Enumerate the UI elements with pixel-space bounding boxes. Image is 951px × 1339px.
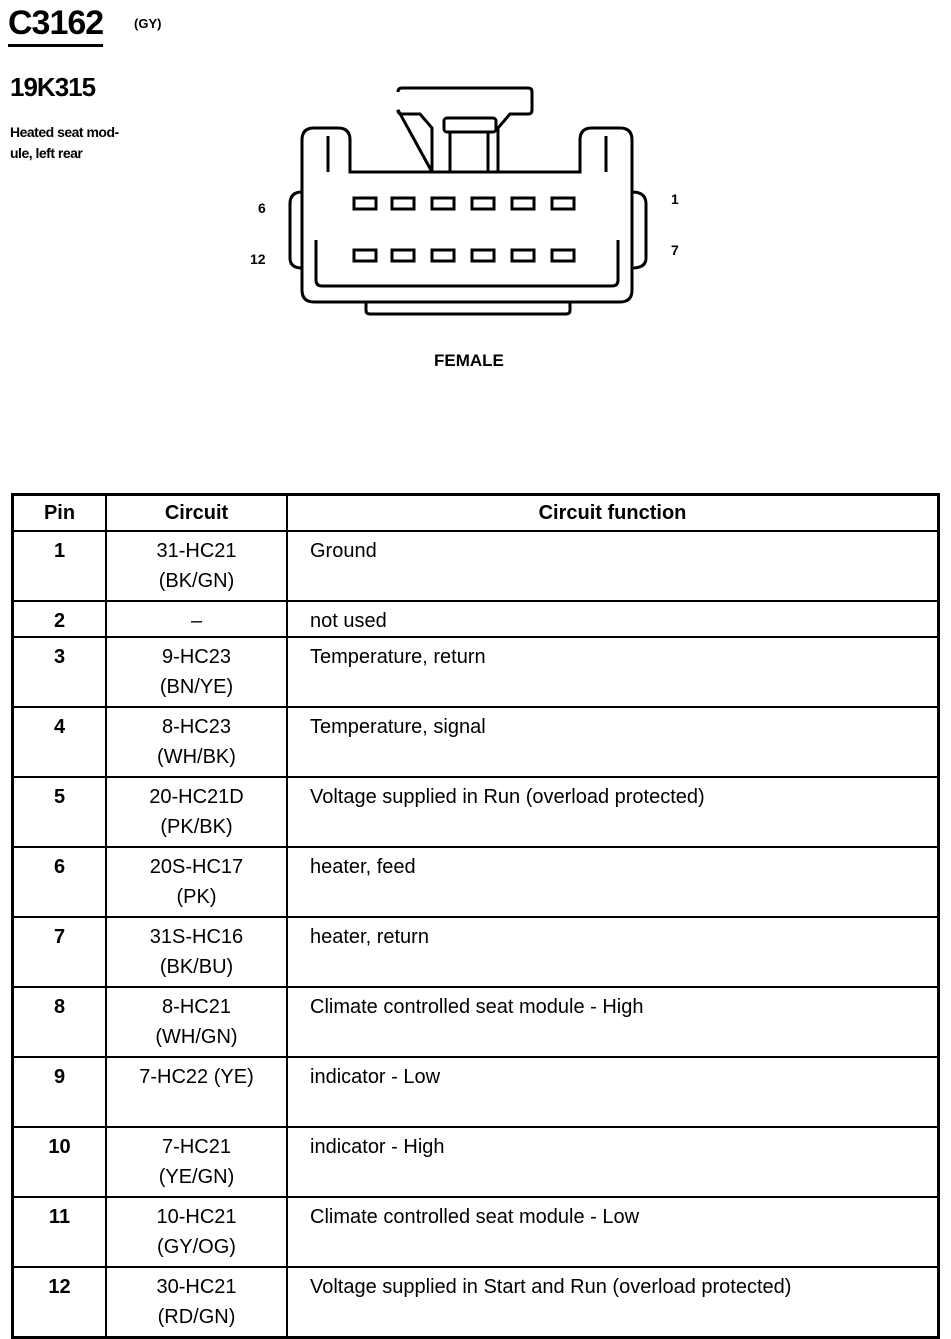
pin-label-12: 12: [250, 251, 266, 267]
circuit-cell: [106, 987, 287, 1057]
wire-color: (PK/BK): [160, 816, 233, 838]
header-circuit: Circuit: [106, 495, 287, 532]
circuit-id: –: [190, 610, 203, 632]
table-row: [13, 707, 939, 777]
table-row: [13, 637, 939, 707]
circuit-id: 8-HC21: [162, 996, 231, 1018]
circuit-function: not used: [287, 601, 939, 637]
circuit-function: heater, feed: [287, 847, 939, 917]
connector-color-code: (GY): [134, 16, 162, 31]
wire-color: (WH/BK): [157, 746, 236, 768]
circuit-id: 7-HC21: [162, 1136, 231, 1158]
circuit-id: 10-HC21: [156, 1206, 237, 1228]
table-row: [13, 847, 939, 917]
table-row: [13, 1127, 939, 1197]
circuit-function: Ground: [287, 531, 939, 601]
header-pin: Pin: [13, 495, 107, 532]
pin-number: 7: [13, 917, 107, 987]
circuit-cell: [106, 917, 287, 987]
circuit-function: Voltage supplied in Start and Run (overload protected): [287, 1267, 939, 1338]
pin-number: 12: [13, 1267, 107, 1338]
wire-color: (BK/GN): [158, 570, 235, 592]
table-row: [13, 1197, 939, 1267]
table-row: [13, 987, 939, 1057]
component-description: Heated seat mod- ule, left rear: [10, 124, 119, 161]
pin-number: 10: [13, 1127, 107, 1197]
table-row: [13, 1267, 939, 1338]
circuit-id: 7-HC22 (YE): [139, 1066, 254, 1088]
circuit-cell: [106, 1197, 287, 1267]
pinout-table: [11, 493, 940, 1339]
connector-id: C3162: [8, 4, 103, 47]
wire-color: (YE/GN): [158, 1166, 235, 1188]
circuit-id: 9-HC23: [162, 646, 231, 668]
circuit-cell: [106, 601, 287, 637]
connector-gender: FEMALE: [434, 351, 504, 370]
wire-color: (WH/GN): [155, 1026, 238, 1048]
circuit-function: indicator - Low: [287, 1057, 939, 1127]
wire-color: (BK/BU): [159, 956, 234, 978]
wire-color: (GY/OG): [157, 1236, 236, 1258]
circuit-function: Climate controlled seat module - High: [287, 987, 939, 1057]
wire-color: (BN/YE): [159, 676, 234, 698]
circuit-function: Climate controlled seat module - Low: [287, 1197, 939, 1267]
table-header-row: [13, 495, 939, 532]
circuit-function: Voltage supplied in Run (overload protected): [287, 777, 939, 847]
circuit-id: 8-HC23: [162, 716, 231, 738]
circuit-cell: [106, 777, 287, 847]
table-row: [13, 601, 939, 637]
table-row: [13, 777, 939, 847]
circuit-id: 31S-HC16: [149, 926, 244, 948]
wire-color: (PK): [176, 886, 217, 908]
circuit-cell: [106, 1267, 287, 1338]
circuit-function: Temperature, return: [287, 637, 939, 707]
circuit-id: 30-HC21: [156, 1276, 237, 1298]
circuit-cell: [106, 531, 287, 601]
pin-number: 8: [13, 987, 107, 1057]
connector-face-diagram: [280, 80, 660, 320]
pin-label-6: 6: [258, 200, 266, 216]
circuit-function: Temperature, signal: [287, 707, 939, 777]
pin-number: 3: [13, 637, 107, 707]
table-row: [13, 1057, 939, 1127]
circuit-cell: [106, 707, 287, 777]
circuit-cell: [106, 1057, 287, 1127]
circuit-function: heater, return: [287, 917, 939, 987]
pin-number: 9: [13, 1057, 107, 1127]
pin-number: 11: [13, 1197, 107, 1267]
wire-color: (RD/GN): [157, 1306, 236, 1328]
pin-number: 1: [13, 531, 107, 601]
pin-label-1: 1: [671, 191, 679, 207]
circuit-cell: [106, 637, 287, 707]
table-row: [13, 531, 939, 601]
circuit-function: indicator - High: [287, 1127, 939, 1197]
circuit-id: 20-HC21D: [149, 786, 244, 808]
circuit-id: 20S-HC17: [149, 856, 244, 878]
pin-number: 4: [13, 707, 107, 777]
pin-number: 2: [13, 601, 107, 637]
circuit-cell: [106, 847, 287, 917]
pin-label-7: 7: [671, 242, 679, 258]
circuit-id: 31-HC21: [156, 540, 237, 562]
header-circuit-function: Circuit function: [287, 495, 939, 532]
pin-number: 5: [13, 777, 107, 847]
circuit-cell: [106, 1127, 287, 1197]
pin-number: 6: [13, 847, 107, 917]
table-row: [13, 917, 939, 987]
part-number: 19K315: [10, 72, 96, 102]
